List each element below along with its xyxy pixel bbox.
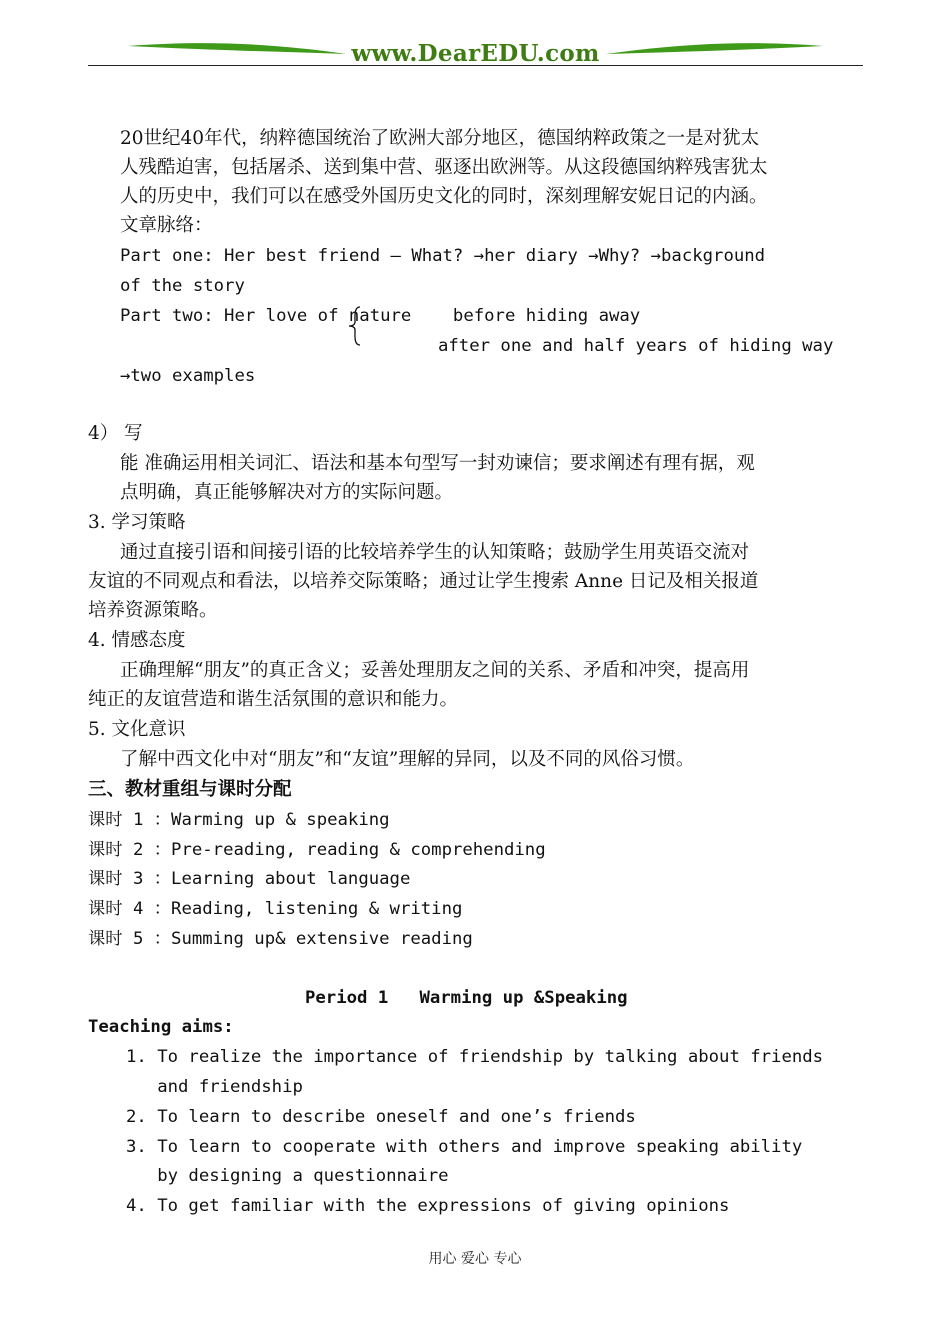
outline-part-two: Part two: Her love of nature before hiding away — [120, 306, 641, 326]
outline-part-one-cont: of the story — [120, 276, 245, 296]
intro-line: 人残酷迫害，包括屠杀、送到集中营、驱逐出欧洲等。从这段德国纳粹残害犹太 — [120, 157, 768, 178]
attitude-line: 纯正的友谊营造和谐生活氛围的意识和能力。 — [88, 689, 459, 710]
teaching-aims-heading: Teaching aims: — [88, 1017, 234, 1037]
page-footer: 用心 爱心 专心 — [428, 1251, 522, 1267]
site-logo: www.DearEDU.com — [351, 40, 600, 67]
outline-part-two-examples: →two examples — [120, 366, 256, 386]
aim-item: by designing a questionnaire — [126, 1166, 449, 1186]
writing-line: 能 准确运用相关词汇、语法和基本句型写一封劝谏信；要求阐述有理有据，观 — [120, 453, 755, 474]
period-item: 课时 1 ：Warming up & speaking — [88, 810, 390, 830]
page-header — [88, 38, 863, 72]
aim-item: 2. To learn to describe oneself and one’s friends — [126, 1107, 636, 1127]
strategy-line: 友谊的不同观点和看法，以培养交际策略；通过让学生搜索 Anne 日记及相关报道 — [88, 571, 759, 592]
period-item: 课时 2 ：Pre-reading, reading & comprehending — [88, 840, 546, 860]
aim-item: 3. To learn to cooperate with others and improve speaking ability — [126, 1137, 803, 1157]
writing-line: 点明确，真正能够解决对方的实际问题。 — [120, 482, 454, 503]
attitude-line: 正确理解“朋友”的真正含义；妥善处理朋友之间的关系、矛盾和冲突，提高用 — [120, 660, 750, 681]
period-item: 课时 4 ：Reading, listening & writing — [88, 899, 463, 919]
outline-part-two-branch: after one and half years of hiding way — [438, 336, 834, 356]
intro-line: 文章脉络： — [120, 215, 213, 236]
outline-part-one: Part one: Her best friend — What? →her diary →Why? →background — [120, 246, 766, 266]
period-item: 课时 5 ：Summing up& extensive reading — [88, 929, 473, 949]
section3-heading: 三、教材重组与课时分配 — [88, 779, 292, 800]
culture-heading: 5. 文化意识 — [88, 719, 186, 740]
period-item: 课时 3 ：Learning about language — [88, 869, 411, 889]
culture-line: 了解中西文化中对“朋友”和“友谊”理解的异同，以及不同的风俗习惯。 — [120, 749, 695, 770]
strategy-line: 通过直接引语和间接引语的比较培养学生的认知策略；鼓励学生用英语交流对 — [120, 542, 750, 563]
aim-item: 4. To get familiar with the expressions of giving opinions — [126, 1196, 730, 1216]
period1-title: Period 1 Warming up &Speaking — [305, 988, 628, 1008]
writing-heading: 4） 写 — [88, 423, 143, 444]
aim-item: 1. To realize the importance of friendship by talking about friends — [126, 1047, 824, 1067]
strategy-heading: 3. 学习策略 — [88, 512, 186, 533]
aim-item: and friendship — [126, 1077, 303, 1097]
brace-icon — [348, 306, 362, 346]
strategy-line: 培养资源策略。 — [88, 600, 218, 621]
header-rule — [88, 65, 863, 66]
intro-line: 20世纪40年代，纳粹德国统治了欧洲大部分地区，德国纳粹政策之一是对犹太 — [120, 128, 760, 149]
attitude-heading: 4. 情感态度 — [88, 630, 186, 651]
intro-line: 人的历史中，我们可以在感受外国历史文化的同时，深刻理解安妮日记的内涵。 — [120, 186, 768, 207]
